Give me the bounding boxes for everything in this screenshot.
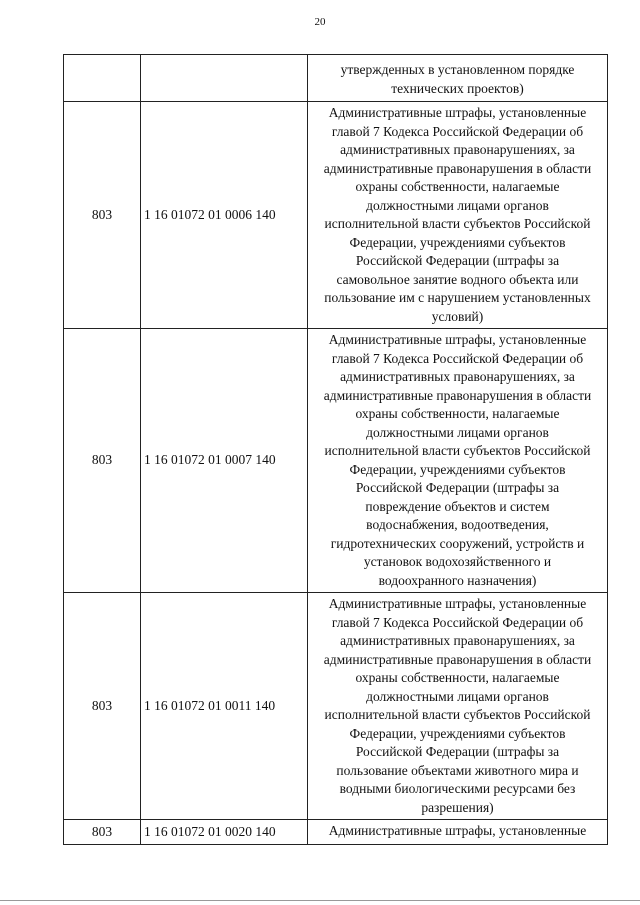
- income-name-line: Федерации, учреждениями субъектов: [349, 461, 566, 477]
- income-name-line: административных правонарушениях, за: [340, 633, 575, 648]
- income-name-line: охраны собственности, налагаемые: [355, 670, 560, 685]
- budget-code-cell: 1 16 01072 01 0006 140: [141, 102, 308, 329]
- table-row: [64, 55, 608, 102]
- income-name-line: административные правонарушения в области: [323, 651, 592, 667]
- admin-code-cell: 803: [64, 329, 141, 593]
- income-name-line: Федерации, учреждениями субъектов: [349, 234, 566, 250]
- income-name-line: должностными лицами органов: [366, 424, 549, 440]
- income-name-line: повреждение объектов и систем: [365, 498, 550, 514]
- admin-code-cell: 803: [64, 593, 141, 820]
- admin-code-cell: 803: [64, 820, 141, 845]
- income-name-cell: [308, 55, 608, 102]
- income-name-line: Федерации, учреждениями субъектов: [349, 725, 566, 741]
- income-name-line: должностными лицами органов: [366, 197, 549, 213]
- budget-code-cell: 1 16 01072 01 0020 140: [141, 820, 308, 845]
- page-number: 20: [314, 16, 326, 28]
- income-name-line: Российской Федерации (штрафы за: [355, 480, 560, 495]
- income-name-line: административных правонарушениях, за: [340, 142, 575, 157]
- page-bottom-rule: [0, 900, 640, 901]
- income-name-line: водоснабжения, водоотведения,: [366, 517, 549, 532]
- table-row: [64, 820, 608, 845]
- income-name-cell: [308, 820, 608, 845]
- admin-code-cell: [64, 55, 141, 102]
- income-name-line: водными биологическими ресурсами без: [339, 781, 576, 796]
- income-name-line: установок водохозяйственного и: [363, 554, 552, 569]
- income-name-line: исполнительной власти субъектов Российской: [324, 707, 591, 722]
- income-name-line: водоохранного назначения): [378, 572, 537, 588]
- income-name-line: Российской Федерации (штрафы за: [355, 744, 560, 759]
- income-name-line: охраны собственности, налагаемые: [355, 179, 560, 194]
- income-name-cell: [308, 102, 608, 329]
- table-row: [64, 102, 608, 329]
- income-name-line: главой 7 Кодекса Российской Федерации об: [331, 350, 584, 366]
- budget-code-cell: [141, 55, 308, 102]
- income-name-line: охраны собственности, налагаемые: [355, 406, 560, 421]
- income-name-line: технических проектов): [391, 80, 524, 96]
- income-name-cell: [308, 329, 608, 593]
- income-name-line: самовольное занятие водного объекта или: [336, 271, 579, 287]
- income-name-line: должностными лицами органов: [366, 688, 549, 704]
- income-name-line: Административные штрафы, установленные: [328, 105, 587, 120]
- income-name-line: утвержденных в установленном порядке: [340, 62, 575, 77]
- income-name-line: условий): [431, 308, 484, 324]
- income-name-line: Административные штрафы, установленные: [328, 823, 587, 838]
- budget-code-cell: 1 16 01072 01 0011 140: [141, 593, 308, 820]
- income-name-line: административных правонарушениях, за: [340, 369, 575, 384]
- budget-code-cell: 1 16 01072 01 0007 140: [141, 329, 308, 593]
- income-name-line: пользование объектами животного мира и: [336, 762, 579, 778]
- income-name-line: Административные штрафы, установленные: [328, 332, 587, 347]
- income-name-line: главой 7 Кодекса Российской Федерации об: [331, 123, 584, 139]
- income-name-line: исполнительной власти субъектов Российской: [324, 443, 591, 458]
- income-name-line: исполнительной власти субъектов Российской: [324, 216, 591, 231]
- table-row: [64, 593, 608, 820]
- income-name-line: Административные штрафы, установленные: [328, 596, 587, 611]
- income-name-line: гидротехнических сооружений, устройств и: [330, 535, 585, 551]
- income-name-line: административные правонарушения в области: [323, 160, 592, 176]
- table-row: [64, 329, 608, 593]
- admin-code-cell: 803: [64, 102, 141, 329]
- income-name-line: главой 7 Кодекса Российской Федерации об: [331, 614, 584, 630]
- income-name-line: административные правонарушения в области: [323, 387, 592, 403]
- income-name-line: Российской Федерации (штрафы за: [355, 253, 560, 268]
- budget-classification-table: [63, 54, 608, 845]
- income-name-cell: [308, 593, 608, 820]
- income-name-line: разрешения): [421, 799, 494, 815]
- income-name-line: пользование им с нарушением установленных: [324, 290, 591, 305]
